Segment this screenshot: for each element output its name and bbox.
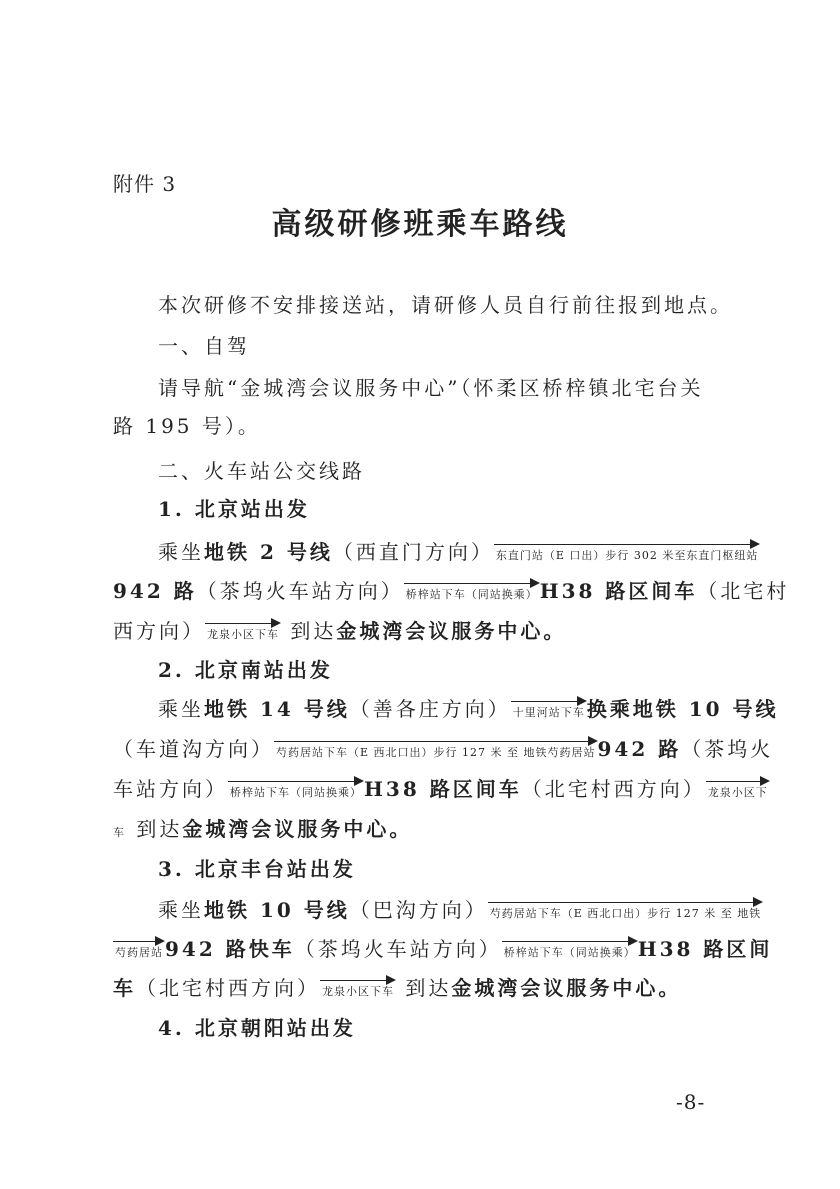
transfer-arrow: 龙泉小区下车 — [207, 628, 279, 641]
transfer-arrow: 龙泉小区下 — [707, 786, 768, 799]
route-name: 地铁 14 号线 — [204, 697, 350, 721]
text: （茶坞火 — [681, 737, 774, 761]
page-number: -8- — [676, 1090, 706, 1114]
text: （北宅村西方向） — [136, 976, 320, 1000]
route-name: 地铁 10 号线 — [204, 898, 350, 922]
route-1-line-3 — [113, 615, 566, 644]
destination: 金城湾会议服务中心。 — [182, 817, 413, 841]
text: （茶坞火车站方向） — [196, 579, 404, 603]
route-name: 换乘地铁 10 号线 — [586, 697, 779, 721]
text: （巴沟方向） — [349, 898, 488, 922]
route-2-line-1 — [158, 693, 779, 722]
section-2-heading: 2. 北京南站出发 — [158, 658, 333, 682]
transfer-arrow: 芍药居站下车（E 西北口出）步行 127 米 至 地铁芍药居站 — [276, 746, 596, 759]
route-1-line-1 — [158, 536, 760, 565]
arrow-text-continued: 车 — [113, 826, 127, 839]
transfer-arrow: 桥梓站下车（同站换乘） — [230, 786, 362, 799]
route-1-line-2 — [113, 575, 789, 604]
text: （茶坞火车站方向） — [294, 937, 502, 961]
text: 乘坐 — [158, 898, 204, 922]
text: 乘坐 — [158, 697, 204, 721]
transfer-arrow: 芍药居站 — [115, 946, 163, 959]
route-3-line-3 — [113, 972, 681, 1001]
destination: 金城湾会议服务中心。 — [336, 619, 567, 643]
route-name: H38 路区间车 — [539, 579, 698, 603]
self-drive-line-2: 路 195 号）。 — [113, 414, 261, 438]
transfer-arrow: 桥梓站下车（同站换乘） — [405, 588, 538, 601]
text: 西方向） — [113, 619, 205, 643]
route-2-line-4 — [113, 813, 412, 842]
text: 到达 — [127, 817, 183, 841]
route-2-line-2 — [113, 733, 773, 762]
self-drive-line-1: 请导航“金城湾会议服务中心”（怀柔区桥梓镇北宅台关 — [158, 376, 704, 400]
section-3-heading: 3. 北京丰台站出发 — [158, 857, 356, 881]
destination: 金城湾会议服务中心。 — [451, 976, 682, 1000]
route-name: 942 路快车 — [165, 937, 295, 961]
route-3-line-2 — [113, 933, 772, 962]
route-name: 地铁 2 号线 — [204, 540, 333, 564]
route-3-line-1 — [158, 894, 763, 923]
route-name: 车 — [113, 976, 136, 1000]
transfer-arrow: 十里河站下车 — [512, 706, 585, 719]
section-1-heading: 1. 北京站出发 — [158, 497, 310, 521]
intro-text: 本次研修不安排接送站，请研修人员自行前往报到地点。 — [158, 293, 733, 317]
attachment-label: 附件 3 — [113, 172, 177, 196]
page-title: 高级研修班乘车路线 — [271, 207, 569, 242]
route-name: H38 路区间 — [637, 937, 773, 961]
text: 车站方向） — [113, 777, 228, 801]
text: （北宅村西方向） — [521, 777, 706, 801]
route-name: 942 路 — [597, 737, 682, 761]
route-name: 942 路 — [113, 579, 197, 603]
route-2-line-3 — [113, 773, 770, 802]
transfer-arrow: 龙泉小区下车 — [322, 985, 394, 998]
transfer-arrow: 芍药居站下车（E 西北口出）步行 127 米 至 地铁 — [489, 907, 762, 920]
text: （西直门方向） — [332, 540, 494, 564]
text: （车道沟方向） — [113, 737, 274, 761]
transfer-arrow: 桥梓站下车（同站换乘） — [503, 946, 636, 959]
section-4-heading: 4. 北京朝阳站出发 — [158, 1016, 356, 1040]
transfer-arrow: 东直门站（E 口出）步行 302 米至东直门枢纽站 — [495, 549, 759, 562]
text: （北宅村 — [697, 579, 790, 603]
text: 到达 — [396, 976, 452, 1000]
text: 到达 — [281, 619, 337, 643]
text: （善各庄方向） — [349, 697, 511, 721]
route-name: H38 路区间车 — [364, 777, 522, 801]
self-drive-heading: 一、自驾 — [158, 334, 250, 358]
train-heading: 二、火车站公交线路 — [158, 459, 365, 483]
text: 乘坐 — [158, 540, 204, 564]
